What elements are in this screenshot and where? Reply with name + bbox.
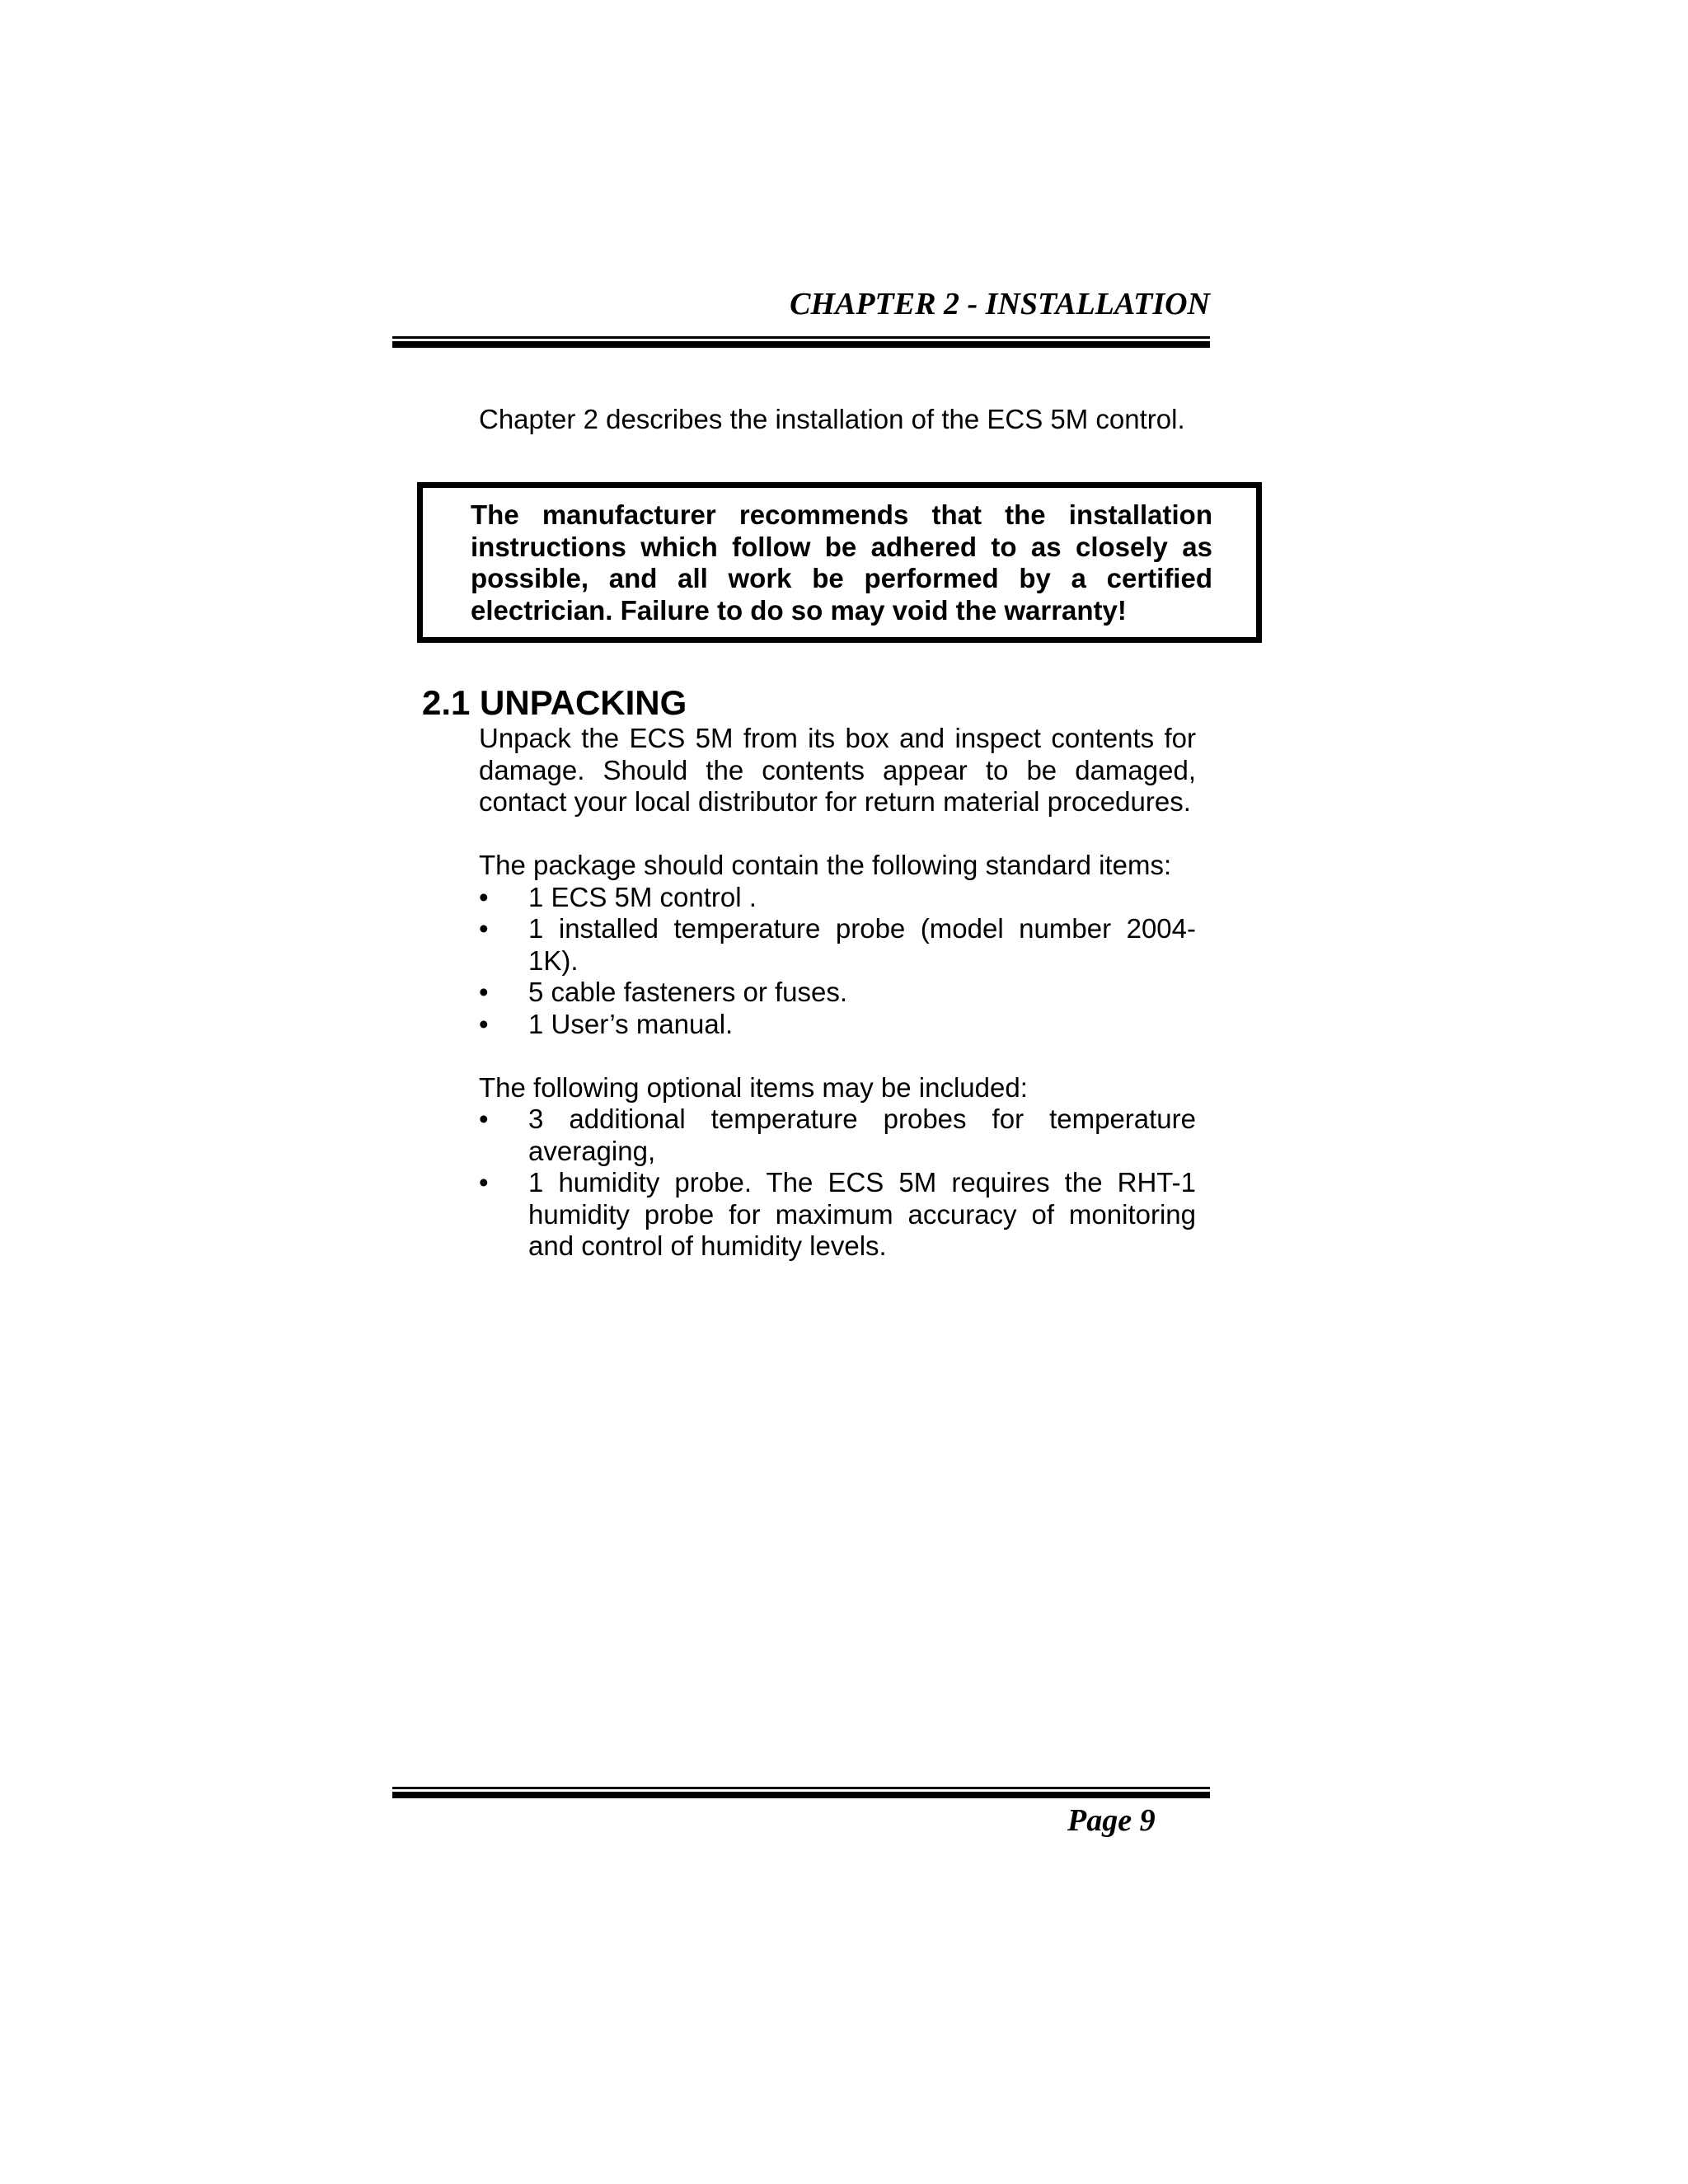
optional-items-list	[479, 1104, 1196, 1263]
standard-items-intro: The package should contain the following standard items:	[479, 850, 1172, 880]
spacer	[479, 818, 1196, 851]
list-item-text: 5 cable fasteners or fuses.	[528, 977, 848, 1007]
list-item-text: 1 humidity probe. The ECS 5M requires the RHT-1 humidity probe for maximum accuracy of monitoring and control of humidity levels.	[528, 1167, 1196, 1261]
list-item	[479, 882, 1196, 914]
warning-text: The manufacturer recommends that the installation instructions which follow be adhered to as closely as possible, and all work be performed by a certified electrician. Failure to do so may void the warranty!	[471, 499, 1212, 626]
bullet-icon: •	[479, 881, 489, 912]
bullet-icon: •	[479, 1167, 489, 1197]
bullet-icon: •	[479, 977, 489, 1007]
footer-rule-thin	[392, 1787, 1210, 1789]
list-item	[479, 913, 1196, 977]
unpack-paragraph: Unpack the ECS 5M from its box and inspect contents for damage. Should the contents appear to be damaged, contact your local distributor for return material procedures.	[479, 723, 1196, 817]
footer-rule	[392, 1787, 1210, 1798]
list-item	[479, 1167, 1196, 1263]
intro-paragraph: Chapter 2 describes the installation of the ECS 5M control.	[479, 404, 1185, 434]
page-number: Page 9	[1067, 1803, 1156, 1838]
list-item-text: 3 additional temperature probes for temperature averaging,	[528, 1104, 1196, 1166]
list-item-text: 1 ECS 5M control .	[528, 881, 757, 912]
section-content	[479, 723, 1196, 1263]
list-item-text: 1 installed temperature probe (model number 2004-1K).	[528, 913, 1196, 976]
optional-items-intro: The following optional items may be included:	[479, 1071, 1028, 1103]
bullet-icon: •	[479, 913, 489, 944]
standard-items-list	[479, 882, 1196, 1041]
chapter-title: CHAPTER 2 - INSTALLATION	[790, 287, 1210, 321]
spacer	[479, 1040, 1196, 1072]
list-item	[479, 977, 1196, 1009]
list-item	[479, 1104, 1196, 1167]
list-item-text: 1 User’s manual.	[528, 1008, 734, 1039]
footer-rule-thick	[392, 1792, 1210, 1798]
header-rule-thick	[392, 341, 1210, 348]
warning-box	[417, 482, 1262, 643]
section-heading: 2.1 UNPACKING	[422, 683, 687, 722]
header-rule	[392, 336, 1210, 348]
bullet-icon: •	[479, 1008, 489, 1039]
bullet-icon: •	[479, 1104, 489, 1134]
list-item	[479, 1009, 1196, 1041]
header-rule-thin	[392, 336, 1210, 339]
